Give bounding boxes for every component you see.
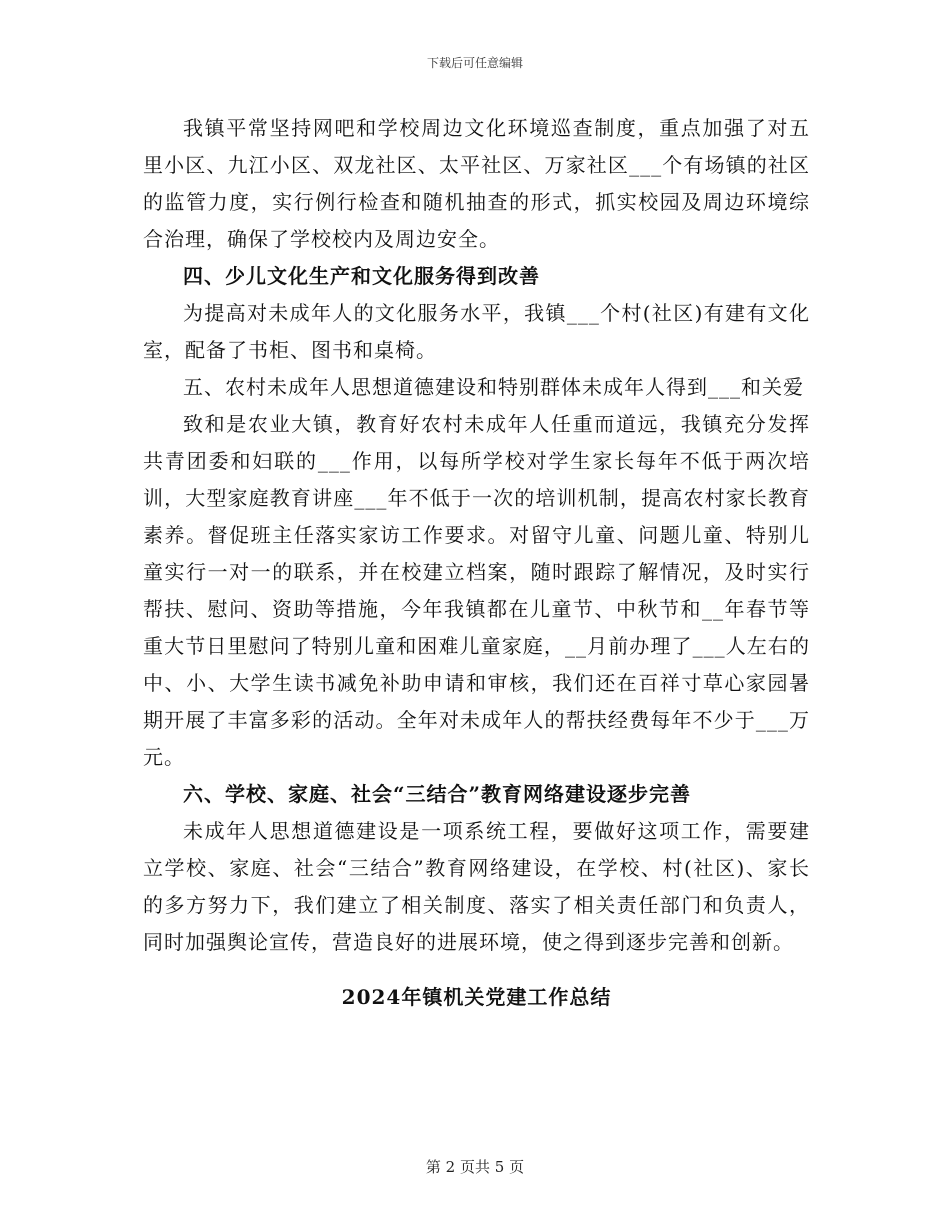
paragraph-rural-minors: 致和是农业大镇，教育好农村未成年人任重而道远，我镇充分发挥共青团委和妇联的___作用，以每所学校对学生家长每年不低于两次培训，大型家庭教育讲座___年不低于一次的培训机制，提高农村家长教育素养。督促班主任落实家访工作要求。对留守儿童、问题儿童、特别儿童实行一对一的联系，并在校建立档案，随时跟踪了解情况，及时实行帮扶、慰问、资助等措施，今年我镇都在儿童节、中秋节和__年春节等重大节日里慰问了特别儿童和困难儿童家庭，__月前办理了___人左右的中、小、大学生读书减免补助申请和审核，我们还在百祥寸草心家园暑期开展了丰富多彩的活动。全年对未成年人的帮扶经费每年不少于___万元。 (143, 412, 810, 769)
section-heading-5: 五、农村未成年人思想道德建设和特别群体未成年人得到___和关爱 (183, 375, 804, 399)
paragraph-inspection: 我镇平常坚持网吧和学校周边文化环境巡查制度，重点加强了对五里小区、九江小区、双龙社区、太平社区、万家社区___个有场镇的社区的监管力度，实行例行检查和随机抽查的形式，抓实校园及周边环境综合治理，确保了学校校内及周边安全。 (143, 116, 810, 251)
header-note: 下载后可任意编辑 (426, 56, 523, 70)
next-document-title: 2024年镇机关党建工作总结 (341, 985, 612, 1009)
page-number: 第 2 页共 5 页 (425, 1158, 525, 1176)
paragraph-education-network: 未成年人思想道德建设是一项系统工程，要做好这项工作，需要建立学校、家庭、社会“三结合”教育网络建设，在学校、村(社区)、家长的多方努力下，我们建立了相关制度、落实了相关责任部门和负责人，同时加强舆论宣传，营造良好的进展环境，使之得到逐步完善和创新。 (143, 819, 810, 954)
section-heading-4: 四、少儿文化生产和文化服务得到改善 (183, 264, 540, 288)
paragraph-culture-rooms: 为提高对未成年人的文化服务水平，我镇___个村(社区)有建有文化室，配备了书柜、图书和桌椅。 (143, 301, 810, 362)
section-heading-6: 六、学校、家庭、社会“三结合”教育网络建设逐步完善 (183, 782, 692, 806)
document-body (143, 110, 810, 1016)
